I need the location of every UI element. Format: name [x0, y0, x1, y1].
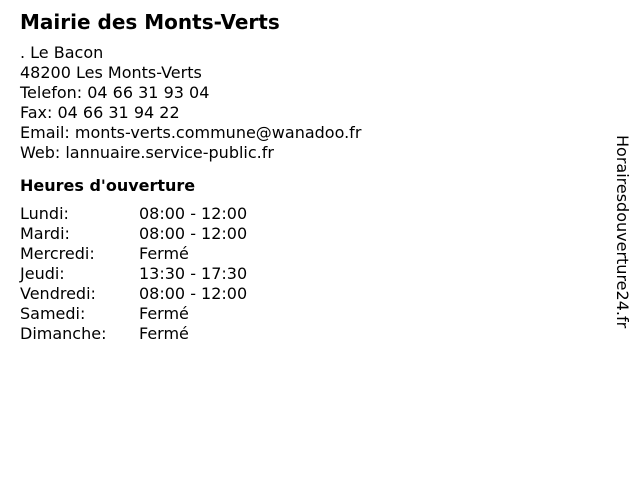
address-block	[20, 43, 610, 163]
time-value: 08:00 - 12:00	[139, 204, 248, 223]
hours-row-saturday	[20, 304, 610, 324]
hours-row-wednesday	[20, 244, 610, 264]
time-value: 13:30 - 17:30	[139, 264, 248, 283]
time-value: Fermé	[139, 324, 189, 343]
hours-row-friday	[20, 284, 610, 304]
time-value: Fermé	[139, 304, 189, 323]
day-label: Dimanche:	[20, 324, 107, 343]
street-line: . Le Bacon	[20, 43, 104, 62]
day-label: Jeudi:	[20, 264, 65, 283]
day-label: Samedi:	[20, 304, 86, 323]
day-label: Vendredi:	[20, 284, 96, 303]
email-line: Email: monts-verts.commune@wanadoo.fr	[20, 123, 362, 142]
hours-row-thursday	[20, 264, 610, 284]
day-label: Mardi:	[20, 224, 70, 243]
hours-table	[20, 204, 610, 344]
day-label: Lundi:	[20, 204, 69, 223]
page-title: Mairie des Monts-Verts	[20, 10, 280, 34]
city-line: 48200 Les Monts-Verts	[20, 63, 202, 82]
site-watermark: Horairesdouverture24.fr	[613, 135, 632, 329]
hours-heading: Heures d'ouverture	[20, 176, 196, 195]
time-value: 08:00 - 12:00	[139, 284, 248, 303]
business-card	[20, 9, 610, 344]
phone-line: Telefon: 04 66 31 93 04	[20, 83, 210, 102]
hours-row-tuesday	[20, 224, 610, 244]
hours-row-sunday	[20, 324, 610, 344]
day-label: Mercredi:	[20, 244, 95, 263]
time-value: 08:00 - 12:00	[139, 224, 248, 243]
hours-row-monday	[20, 204, 610, 224]
fax-line: Fax: 04 66 31 94 22	[20, 103, 180, 122]
web-line: Web: lannuaire.service-public.fr	[20, 143, 274, 162]
time-value: Fermé	[139, 244, 189, 263]
